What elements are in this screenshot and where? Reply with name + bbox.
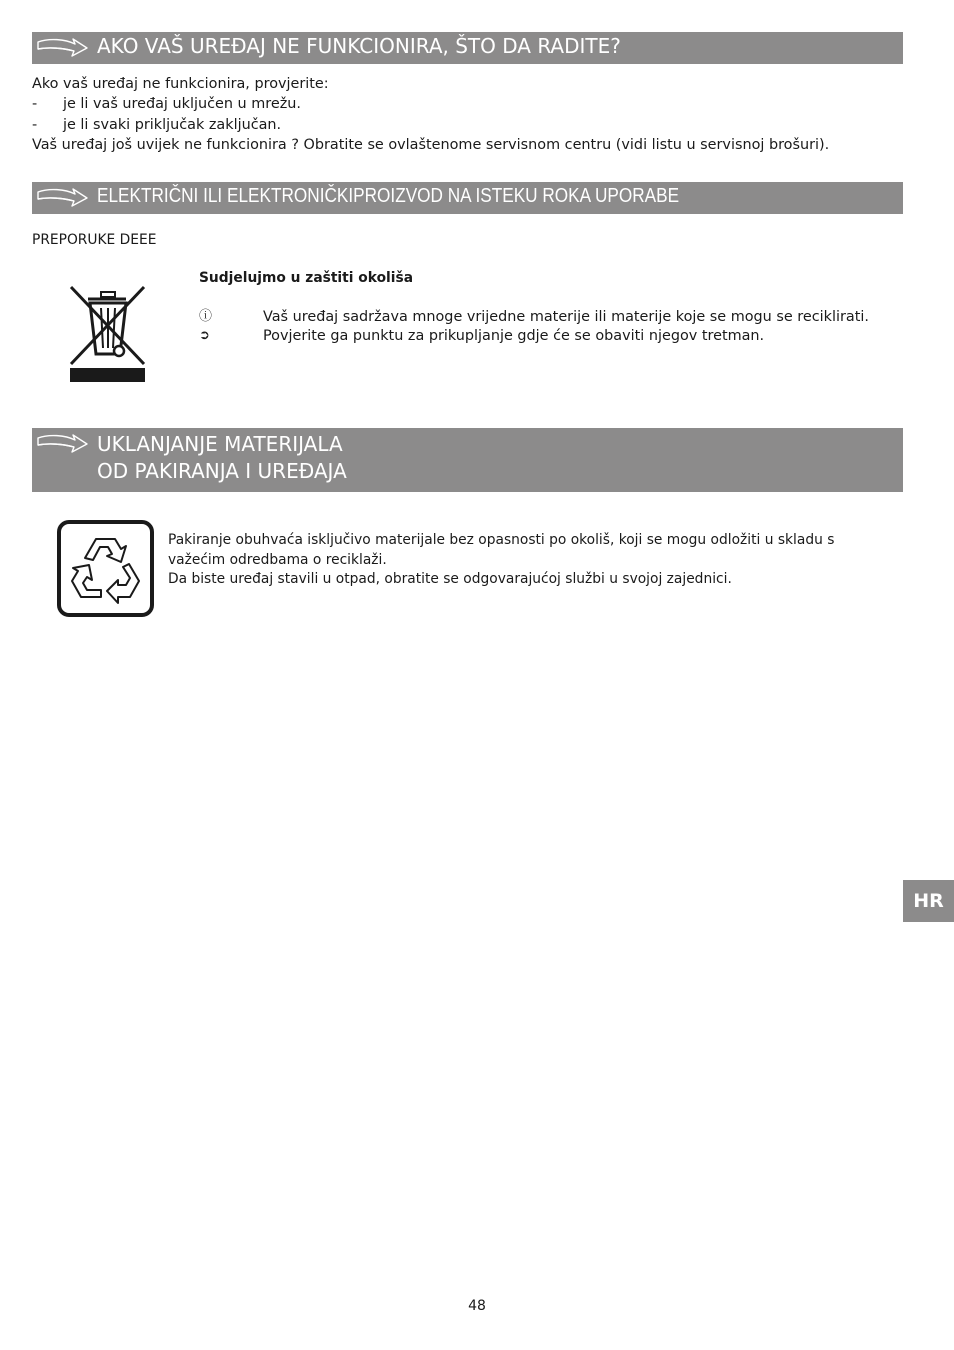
section-header-troubleshooting (32, 32, 903, 64)
section-title-line-1: UKLANJANJE MATERIJALA (97, 432, 343, 456)
curved-arrow-icon (35, 186, 89, 212)
info-icon: ⓘ (199, 309, 213, 324)
list-marker: - (32, 117, 38, 133)
deee-label: PREPORUKE DEEE (32, 232, 157, 248)
curved-arrow-icon (35, 36, 89, 62)
section-title-line-2: OD PAKIRANJA I UREĐAJA (97, 459, 347, 483)
page-number: 48 (468, 1298, 486, 1314)
section-title: ELEKTRIČNI ILI ELEKTRONIČKIPROIZVOD NA ISTEKU ROKA UPORABE (97, 185, 680, 207)
curved-arrow-icon (35, 432, 89, 458)
packaging-text-line: Da biste uređaj stavili u otpad, obratite se odgovarajućoj službi u svojoj zajednici. (168, 571, 732, 587)
section-title: AKO VAŠ UREĐAJ NE FUNKCIONIRA, ŠTO DA RADITE? (97, 34, 621, 58)
packaging-text-line: Pakiranje obuhvaća isključivo materijale bez opasnosti po okoliš, koji se mogu odložiti u skladu s (168, 532, 835, 548)
closing-text: Vaš uređaj još uvijek ne funkcionira ? Obratite se ovlaštenome servisnom centru (vidi listu u servisnoj brošuri). (32, 137, 830, 153)
list-item: Vaš uređaj sadržava mnoge vrijedne materije ili materije koje se mogu se reciklirati. (263, 309, 869, 325)
section-header-packaging (32, 428, 903, 492)
list-item: Povjerite ga punktu za prikupljanje gdje će se obaviti njegov tretman. (263, 328, 765, 344)
language-tab: HR (903, 880, 954, 922)
intro-text: Ako vaš uređaj ne funkcionira, provjerite: (32, 76, 329, 92)
crossed-out-bin-icon (68, 284, 148, 384)
list-marker: - (32, 96, 38, 112)
subtitle: Sudjelujmo u zaštiti okoliša (199, 270, 414, 286)
arrow-bullet-icon: ➲ (199, 328, 210, 343)
recycle-icon (57, 520, 154, 617)
packaging-text-line: važećim odredbama o reciklaži. (168, 552, 387, 568)
section-header-weee (32, 182, 903, 214)
list-item: je li vaš uređaj uključen u mrežu. (63, 96, 301, 112)
list-item: je li svaki priključak zaključan. (63, 117, 282, 133)
